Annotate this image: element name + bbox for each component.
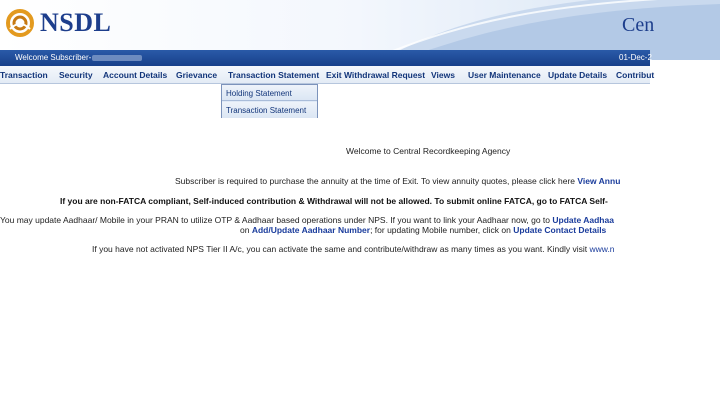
transaction-statement-dropdown xyxy=(221,84,318,118)
add-update-aadhaar-link[interactable]: Add/Update Aadhaar Number xyxy=(251,225,371,235)
aadhaar2-mid: ; for updating Mobile number, click on xyxy=(370,225,514,235)
tier2-website-link[interactable]: www.n xyxy=(589,244,615,254)
nav-exit-withdrawal-request[interactable]: Exit Withdrawal Request xyxy=(326,70,426,80)
nav-transaction-statement[interactable]: Transaction Statement xyxy=(228,70,320,80)
nav-update-details[interactable]: Update Details xyxy=(548,70,608,80)
nav-views[interactable]: Views xyxy=(431,70,455,80)
update-contact-details-link[interactable]: Update Contact Details xyxy=(513,225,607,235)
aadhaar2-prefix: on xyxy=(240,225,252,235)
main-nav xyxy=(0,66,655,84)
fatca-notice: If you are non-FATCA compliant, Self-induced contribution & Withdrawal will not be allowed. To submit online FATCA, go to FATCA Self- xyxy=(60,196,608,206)
annuity-notice xyxy=(175,176,620,186)
menu-item-holding-statement[interactable]: Holding Statement xyxy=(222,85,317,101)
current-date: 01-Dec-2 xyxy=(619,53,652,62)
update-aadhaar-link[interactable]: Update Aadhaa xyxy=(552,215,614,225)
aadhaar-text: You may update Aadhaar/ Mobile in your PRAN to utilize OTP & Aadhaar based operations under NPS. If you want to link your Aadhaar now, go to xyxy=(0,215,553,225)
redacted-subscriber-id xyxy=(92,55,142,61)
nav-account-details[interactable]: Account Details xyxy=(103,70,168,80)
welcome-bar xyxy=(0,50,650,66)
tier2-text: If you have not activated NPS Tier II A/c, you can activate the same and contribute/withdraw as many times as you want. Kindly visit xyxy=(92,244,590,254)
nav-transaction[interactable]: Transaction xyxy=(0,70,48,80)
nav-contribution[interactable]: Contribut xyxy=(616,70,655,80)
welcome-label: Welcome Subscriber- xyxy=(15,53,92,62)
view-annuity-link[interactable]: View Annu xyxy=(577,176,621,186)
nav-security[interactable]: Security xyxy=(59,70,93,80)
welcome-title: Welcome to Central Recordkeeping Agency xyxy=(346,146,511,156)
tier2-notice xyxy=(92,244,615,254)
nav-user-maintenance[interactable]: User Maintenance xyxy=(468,70,541,80)
menu-item-transaction-statement[interactable]: Transaction Statement xyxy=(222,102,317,118)
header-title-partial: Cen xyxy=(622,14,655,36)
aadhaar-notice-continued xyxy=(240,225,606,235)
brand-name: NSDL xyxy=(40,8,112,37)
annuity-text: Subscriber is required to purchase the annuity at the time of Exit. To view annuity quotes, please click here xyxy=(175,176,578,186)
aadhaar-notice xyxy=(0,215,614,225)
nsdl-logo-icon xyxy=(6,9,34,37)
welcome-subscriber xyxy=(15,53,142,62)
header xyxy=(0,0,655,50)
nav-grievance[interactable]: Grievance xyxy=(176,70,218,80)
